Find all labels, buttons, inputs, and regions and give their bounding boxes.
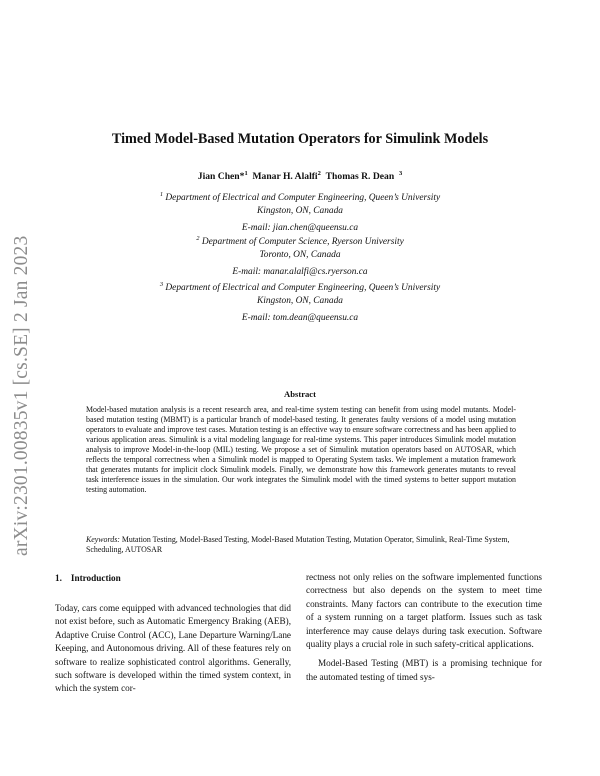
affiliation-location: Toronto, ON, Canada — [259, 250, 341, 261]
affiliation-email: E-mail: manar.alalfi@cs.ryerson.ca — [232, 266, 368, 277]
body-paragraph: rectness not only relies on the software implemented functions correctness but also depends on the system to meet time constraints. Many factors can contribute to the execution time of a system running on a target platform. Issues such as task interference may cause delays during task execution. Software quality plays a crucial role in such safety-critical applications. — [306, 572, 542, 650]
author-affiliation-mark: 3 — [398, 169, 403, 177]
section-number: 1. — [55, 573, 62, 583]
affiliation-block — [100, 192, 500, 235]
affiliation-block — [100, 282, 500, 325]
affiliation-email: E-mail: tom.dean@queensu.ca — [241, 312, 359, 323]
author-name: Thomas R. Dean — [325, 171, 395, 182]
body-paragraph: Model-Based Testing (MBT) is a promising technique for the automated testing of timed sys- — [306, 658, 542, 682]
keywords-label: Keywords: — [86, 535, 120, 544]
abstract-text: Model-based mutation analysis is a recent research area, and real-time system testing can benefit from using model mutants. Model-based mutation testing (MBMT) is a particular branch of model-based testing. It generates faulty versions of a model using mutation operators to evaluate and improve test cases. Mutation testing is an effective way to ensure software correctness and has been applied to various application areas. Simulink is a vital modeling language for real-time systems. This paper introduces Simulink model mutation analysis to improve Model-in-the-loop (MIL) testing. We propose a set of Simulink mutation operators based on AUTOSAR, which reflects the temporal correctness when a Simulink model is mapped to Operating System tasks. We implement a mutation framework that generates mutants for implicit clock Simulink models. Finally, we demonstrate how this framework generates mutants to reveal task interference issues in the simulation. Our work integrates the Simulink model with the timed systems to better support mutation testing automation. — [86, 405, 516, 494]
keywords-text: Mutation Testing, Model-Based Testing, Model-Based Mutation Testing, Mutation Operator, Simulink, Real-Time System, Scheduling, AUTOSAR — [86, 535, 510, 554]
author-list — [60, 171, 540, 182]
affiliation-location: Kingston, ON, Canada — [257, 296, 343, 307]
body-column-right — [306, 571, 542, 684]
affiliation-department: $^3$ Department of Electrical and Computer Engineering, Queen’s University — [159, 280, 441, 293]
affiliation-department: $^2$ Department of Computer Science, Ryerson University — [196, 234, 404, 247]
paper-title: Timed Model-Based Mutation Operators for Simulink Models — [111, 131, 489, 147]
affiliation-email: E-mail: jian.chen@queensu.ca — [241, 222, 359, 233]
abstract-heading: Abstract — [284, 389, 316, 399]
author-affiliation-mark: 2 — [317, 169, 321, 177]
author-affiliation-mark: 1 — [244, 169, 248, 177]
author-name: Manar H. Alalfi — [252, 171, 318, 182]
arxiv-identifier-stamp: arXiv:2301.00835v1 [cs.SE] 2 Jan 2023 — [11, 235, 32, 556]
author-name: Jian Chen* — [197, 171, 245, 182]
affiliation-location: Kingston, ON, Canada — [257, 206, 343, 217]
body-column-left — [55, 602, 291, 696]
body-paragraph: Today, cars come equipped with advanced technologies that did not exist before, such as Automatic Emergency Braking (AEB), Adaptive Cruise Control (ACC), Lane Departure Warning/Lane Keeping, and Autonomous driving. All of these features rely on software to realize sophisticated control algorithms. Generally, such software is developed within the timed system context, in which the system cor- — [55, 603, 291, 694]
keywords — [86, 535, 516, 555]
section-title: Introduction — [70, 573, 121, 583]
section-heading — [55, 573, 121, 583]
affiliation-block — [100, 236, 500, 279]
affiliation-department: $^1$ Department of Electrical and Computer Engineering, Queen’s University — [159, 190, 441, 203]
